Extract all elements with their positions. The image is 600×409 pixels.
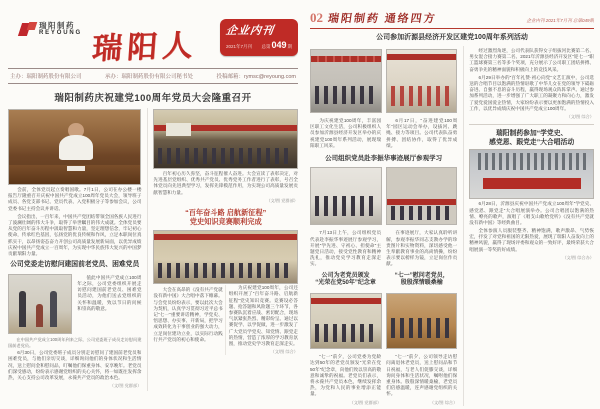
- logo-company-name: 瑞阳制药: [39, 21, 75, 30]
- photo-quiz-stage-group: [153, 230, 298, 284]
- articleC-title: [310, 273, 381, 289]
- photo-group-before-building: [386, 167, 458, 225]
- article2-photo-caption: 在中国共产党成立100周年到来之际，公司党委班子成员走访慰问建国前老党员。: [8, 336, 142, 348]
- articleB-title: 公司组织党员赴李振华事迹展厅参观学习: [325, 155, 443, 163]
- page-number: 02: [310, 10, 323, 25]
- article1-paragraph: 大会在高昂的《没有共产党就没有新中国》大合唱中落下帷幕。与会党员纷纷表示，要以此次大会为契机，认真学习贯彻习近平总书记“七一”重要讲话精神，学党史、悟思想、办实事、开新局，把学习成效转化为干事创业的强大动力，立足岗位建功立业，以实际行动践行共产党员的初心和使命。: [153, 287, 223, 342]
- article1-credit: （文/图 党群部）: [266, 197, 298, 203]
- page2-side-column: [463, 46, 594, 406]
- issue-date: 2021年7月刊: [226, 44, 253, 49]
- articleB-col1: 7月13日上午，公司组织党员代表赴李振华事迹展厅参观学习，开展“学先进、守初心、担使命”主题党日活动，接受党性教育和精神洗礼，推动党史学习教育走深走实。: [310, 230, 382, 267]
- articleA-continuation: 经过激烈角逐，公司代表队获得女子组拔河比赛第二名、男女混合接力赛第二名、2021年沂源县经济开发区“迎七一”职工篮球赛第三名等多个奖项，充分展示了公司职工团结拼搏、奋勇争先的精神面貌和积极向上的竞技风采。: [469, 48, 594, 72]
- left-column-group: [8, 108, 141, 391]
- articleE-title: [469, 129, 594, 147]
- articleE-credit: （文/图 综合办）: [562, 254, 594, 260]
- articleD-title-line1: “七一”慰问老党员，: [394, 272, 449, 279]
- info-organizer: 承办：瑞阳制药股份有限公司秘书处: [104, 74, 193, 80]
- articleD-credit: （文/图 综合）: [429, 399, 458, 405]
- articleC-body: “七一”前夕，公司党委为党龄达到50年的老党员颁发“光荣在党50年”纪念章，向他们致以崇高的敬意和诚挚的祝福。老党员们表示，将永葆共产党员本色，继续发挥余热，为党和人民的事业增添正能量。: [310, 354, 382, 397]
- info-email: 投稿邮箱：rymsc@reyoung.com: [216, 74, 296, 80]
- photo-home-visit: [8, 274, 72, 334]
- issue-number: 049: [271, 40, 287, 50]
- articleD-body: “七一”前夕，公司领导走访慰问离退休老党员，送上慰问品和节日祝福，与老人们促膝交谈，详细询问身体和生活状况，嘱咐他们保重身体。殷殷深情暖桑榆，老党员们倍感温暖，连声感谢党组织的关怀。: [386, 354, 458, 397]
- photo-redshirt-team: [386, 49, 458, 113]
- articleA-continuation: 6月29日举办的“百年礼赞·初心向党”文艺汇演中，公司选送的合唱节目以饱满的热情讴歌了中华儿女在党的领导下砥砺奋进、自强不息的奋斗历程，赢得现场观众阵阵掌声。通过参加系列活动，进一步增强了广大职工的凝聚力和向心力，激发了爱党爱国爱企热情，大家纷纷表示要以更加饱满的热情投入工作，以优异成绩庆祝中国共产党成立100周年。: [469, 74, 594, 111]
- photo-medal-ceremony: [310, 293, 382, 349]
- photo-auditorium-meeting: [153, 109, 298, 169]
- issue-box: [220, 19, 298, 56]
- articleE-body: 全体参演人员服装整齐、精神饱满，歌声激昂、气势恢宏，抒发了对党和祖国的无限热爱，展现了瑞阳人奋发向上的精神风貌，赢得了现场评委和观众的一致好评，最终荣获大合唱展演一等奖的好成绩。: [469, 228, 594, 252]
- info-host: 主办：瑞阳制药股份有限公司: [10, 74, 82, 80]
- right-column-group: [147, 108, 298, 391]
- photo-party-congress-speaker: [8, 109, 141, 185]
- page-motto: 瑞阳制药 通络四方: [327, 13, 438, 25]
- page2-main-block: [310, 46, 457, 406]
- articleE-title-line1: 瑞阳制药参加“学党史、: [495, 129, 568, 137]
- quiz-article-credit: （文/图 综合）: [270, 349, 298, 355]
- quiz-article-title: [153, 208, 298, 227]
- article1-caption2: 百年初心历久弥坚，奋斗征程催人奋进。大会宣读了表彰决定，对先进基层党组织、优秀共产党员、优秀党务工作者进行了表彰，号召全体党员向先进典型学习，发挥先锋模范作用，为实现公司高质量发展贡献智慧和力量。: [153, 171, 298, 195]
- quiz-title-line1: “百年奋斗路 启航新征程”: [185, 207, 267, 217]
- masthead: [8, 16, 298, 66]
- paper-title: 瑞阳人: [90, 29, 199, 66]
- articleA-credit: （文/图 综合）: [566, 113, 594, 119]
- page2-issue-line: 企业内刊 2021年7月刊 总第049期: [526, 18, 594, 23]
- issue-suffix: 期: [287, 44, 292, 49]
- articleE-title-line2: 感党恩、跟党走”大合唱活动: [489, 139, 575, 147]
- page2-header: [310, 10, 594, 29]
- issue-prefix: 总第: [261, 44, 271, 49]
- article1-caption: 会前，全体党员起立奏唱国歌。7月1日，公司在办公楼一楼报告厅隆重召开庆祝中国共产党成立100周年党员大会，领导班子成员、各党支部书记、党员代表、入党积极分子等参加会议，公司党委书记主持会议并讲话。: [8, 187, 142, 211]
- logo-brand-name: REYOUNG: [39, 30, 82, 37]
- quiz-title-line2: 党史知识竞赛顺利完成: [189, 217, 262, 227]
- articleC-title-line2: “光荣在党50年”纪念章: [315, 280, 376, 287]
- reyoung-logo: [20, 22, 82, 37]
- publication-info-bar: [8, 68, 298, 84]
- articleB-col2: 在事迹展厅，大家认真聆听讲解，参观李振华同志支教办学的珍贵图片和实物资料，深切感受他一生奉献教育事业的高尚情操，纷纷表示要以榜样为镜，立足岗位作贡献。: [386, 230, 458, 267]
- issue-label: 企业内刊: [225, 25, 275, 37]
- article1-paragraph: 会议指出，一百年来，中国共产党团结带领全国各族人民进行了波澜壮阔的伟大斗争，取得了举世瞩目的伟大成就。全体党员要从党的百年奋斗历程中汲取智慧和力量，坚定理想信念，牢记初心使命，传承红色基因，弘扬党的优良传统和作风，立足本职岗位真抓实干，以昂扬姿态奋力开创公司高质量发展新局面，以优异成绩庆祝中国共产党成立一百周年，为实现中华民族伟大复兴的中国梦贡献瑞阳力量。: [8, 213, 142, 256]
- article1-two-column-text: [153, 285, 298, 355]
- article2-paragraph: 6月30日，公司党委班子成员分别走访慰问了建国前老党员和困难党员，与他们亲切交谈，详细询问他们的身体状况和生活情况，送上慰问金和慰问品，叮嘱他们保重身体、安享晚年。老党员们深受感动，纷纷表示感谢党组织的关心关怀，将一如既往发挥余热，关心支持公司改革发展，永葆共产党员的政治本色。: [8, 350, 142, 380]
- article2-title: 公司党委走访慰问建国前老党员、困难党员: [10, 261, 140, 269]
- articleA-col1: 为庆祝建党100周年，丰富园区职工文化生活，公司积极组织人员参加沂源县经济开发区举办的庆祝建党100周年系列活动，展现瑞阳职工风采。: [310, 118, 382, 148]
- photo-chorus-performance: [469, 149, 594, 199]
- articleE-box: [469, 124, 594, 261]
- photo-veteran-visit-table: [386, 293, 458, 349]
- reyoung-logo-icon: [20, 22, 36, 37]
- newspaper-left-page: [8, 16, 298, 406]
- articleD-title: [386, 273, 457, 289]
- articleC-title-line1: 公司为老党员颁发: [321, 272, 370, 279]
- article1-paragraph: 为庆祝建党100周年，公司还组织开展了“百年奋斗路、启航新征程”党史知识竞赛。竞赛设必答题、抢答题和风险题三个环节，各参赛队沉着应战、密切配合，现场气氛紧张热烈、精彩纷呈。通过以赛促学、以学促做，进一步激发了广大党员学党史、知党情、跟党走的热情，营造了浓厚的学习教育氛围，推动党史学习教育走深走实。: [228, 285, 298, 346]
- main-headline: 瑞阳制药庆祝建党100周年党员大会隆重召开: [54, 93, 252, 104]
- article2-paragraph: 值此中国共产党成立100周年之际，公司党委组织开展走访慰问建国前老党员、困难党员活动，为他们送去党组织的关怀和温暖，致以节日的问候和崇高的敬意。: [77, 274, 142, 311]
- photo-sports-event: [310, 49, 382, 113]
- photo-exhibition-hall-visit: [310, 167, 382, 225]
- articleD-title-line2: 殷殷深情暖桑榆: [400, 280, 443, 287]
- articleA-col2: 6月17日，“奋进建党100周年”园区运动会举办，设拔河、跳绳、接力等项目。公司代表队奋勇拼搏、团结协作，取得了优异成绩。: [386, 118, 458, 148]
- articleC-credit: （文/图 党群部）: [349, 399, 382, 405]
- articleA-title: 公司参加沂源县经济开发区建党100周年系列活动: [376, 34, 528, 41]
- article2-credit: （文/图 党群部）: [109, 383, 142, 389]
- newspaper-right-page: [310, 10, 594, 406]
- articleE-body: 6月28日，沂源县庆祝中国共产党成立100周年“学党史、感党恩、跟党走”大合唱展演举办。公司合唱团以饱满的热情、嘹亮的歌声，演唱了《唱支山歌给党听》《没有共产党就没有新中国》等经典曲目。: [469, 201, 594, 225]
